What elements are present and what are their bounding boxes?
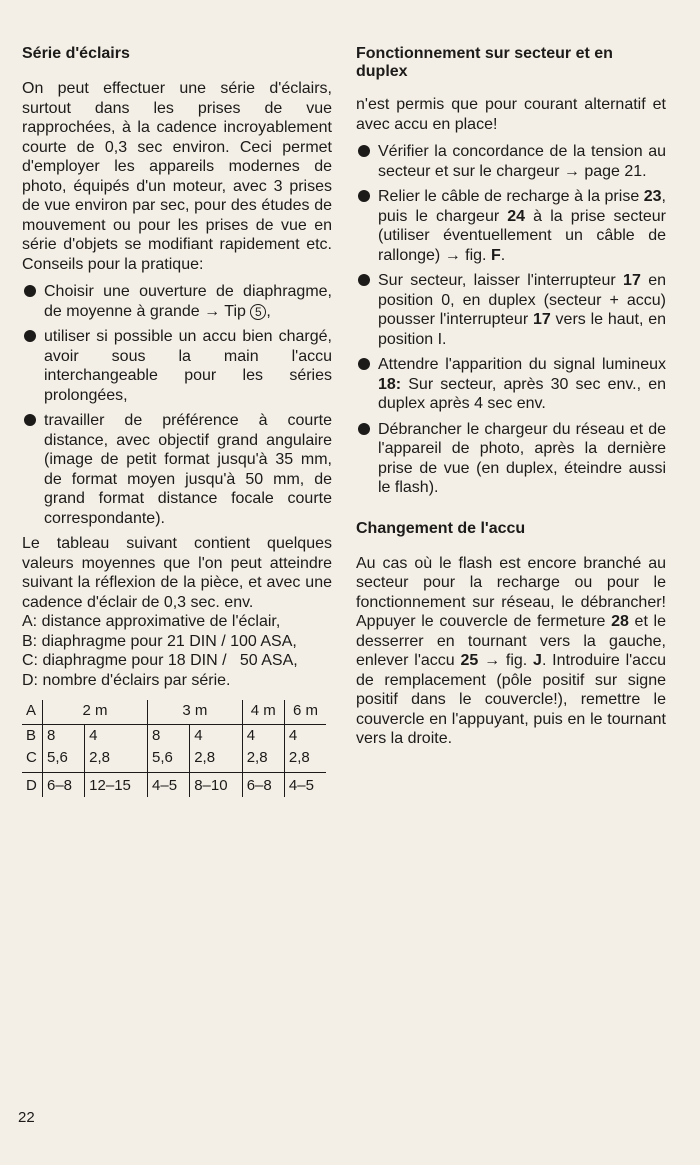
bullet-icon [358,423,370,435]
legend-d: D: nombre d'éclairs par série. [22,671,231,689]
bullet-icon [358,358,370,370]
legend-c: C: diaphragme pour 18 DIN / 50 ASA, [22,652,298,669]
circled-number-icon: 5 [250,304,266,320]
legend-b: B: diaphragme pour 21 DIN / 100 ASA, [22,632,297,650]
bullet-icon [24,330,36,342]
secteur-intro: n'est permis que pour courant alternatif et avec accu en place! [356,96,666,133]
bullet-icon [358,274,370,286]
list-item: Relier le câble de recharge à la prise 23, puis le chargeur 24 à la prise secteur (utiliser éventuellement un câble de rallonge) → fig. F. [356,187,666,265]
table-row: D 6–8 12–15 4–5 8–10 6–8 4–5 [22,773,326,798]
list-item: utiliser si possible un accu bien chargé, avoir sous la main l'accu interchangeable pour les séries prolongées, [22,327,332,405]
list-item: Attendre l'apparition du signal lumineux 18: Sur secteur, après 30 sec env., en duplex après 4 sec env. [356,355,666,414]
secteur-steps-list [356,142,666,498]
list-item: Choisir une ouverture de diaphragme, de moyenne à grande → Tip 5 , [22,282,332,321]
left-column [22,45,332,797]
bullet-icon [358,190,370,202]
section-heading-secteur: Fonctionnement sur secteur et en duplex [356,45,613,80]
bullet-icon [24,414,36,426]
table-legend [22,612,332,690]
bullet-icon [358,145,370,157]
accu-paragraph: Au cas où le flash est encore branché au secteur pour la recharge ou pour le fonctionnement sur réseau, le débrancher! Appuyer le couvercle de fermeture 28 et le desserrer en tournant vers la gauche, enlever l'accu 25 → fig. J. Introduire l'accu de remplacement (pôle positif sur signe positif dans le couvercle!), remettre le couvercle en l'appuyant, puis en le tournant vers la droite. [356,554,667,747]
table-intro: Le tableau suivant contient quelques valeurs moyennes que l'on peut atteindre suivant la réflexion de la pièce, et avec une cadence d'éclair de 0,3 sec. env. [22,535,332,611]
list-item: Vérifier la concordance de la tension au secteur et sur le chargeur → page 21. [356,142,666,181]
table-row: C 5,6 2,8 5,6 2,8 2,8 2,8 [22,747,326,773]
right-column [356,45,666,749]
page-number: 22 [18,1109,35,1126]
intro-paragraph: On peut effectuer une série d'éclairs, surtout dans les prises de vue rapprochées, à la cadence incroyablement courte de 0,3 sec environ. Ceci permet d'employer les appareils modernes de photo, équipés d'un moteur, avec 3 prises de vue environ par sec, pour des études de mouvement ou pour les prises de vue en série d'objets se modifiant rapidement etc. Conseils pour la pratique: [22,80,332,273]
tips-list [22,282,332,528]
bullet-icon [24,285,36,297]
list-item: travailler de préférence à courte distance, avec objectif grand angulaire (image de petit format jusqu'à 35 mm, de format moyen jusqu'à 50 mm, de grand format distance focale courte correspondante). [22,411,332,528]
flash-values-table [22,700,326,797]
list-item: Débrancher le chargeur du réseau et de l'appareil de photo, après la dernière prise de vue (en duplex, éteindre aussi le flash). [356,420,666,498]
table-header-row: A 2 m 3 m 4 m 6 m [22,700,326,725]
list-item: Sur secteur, laisser l'interrupteur 17 en position 0, en duplex (secteur + accu) pousser l'interrupteur 17 vers le haut, en position I. [356,271,666,349]
section-heading-accu: Changement de l'accu [356,519,526,537]
section-heading-serie: Série d'éclairs [22,45,130,62]
table-row: B 8 4 8 4 4 4 [22,725,326,748]
legend-a: A: distance approximative de l'éclair, [22,613,281,630]
